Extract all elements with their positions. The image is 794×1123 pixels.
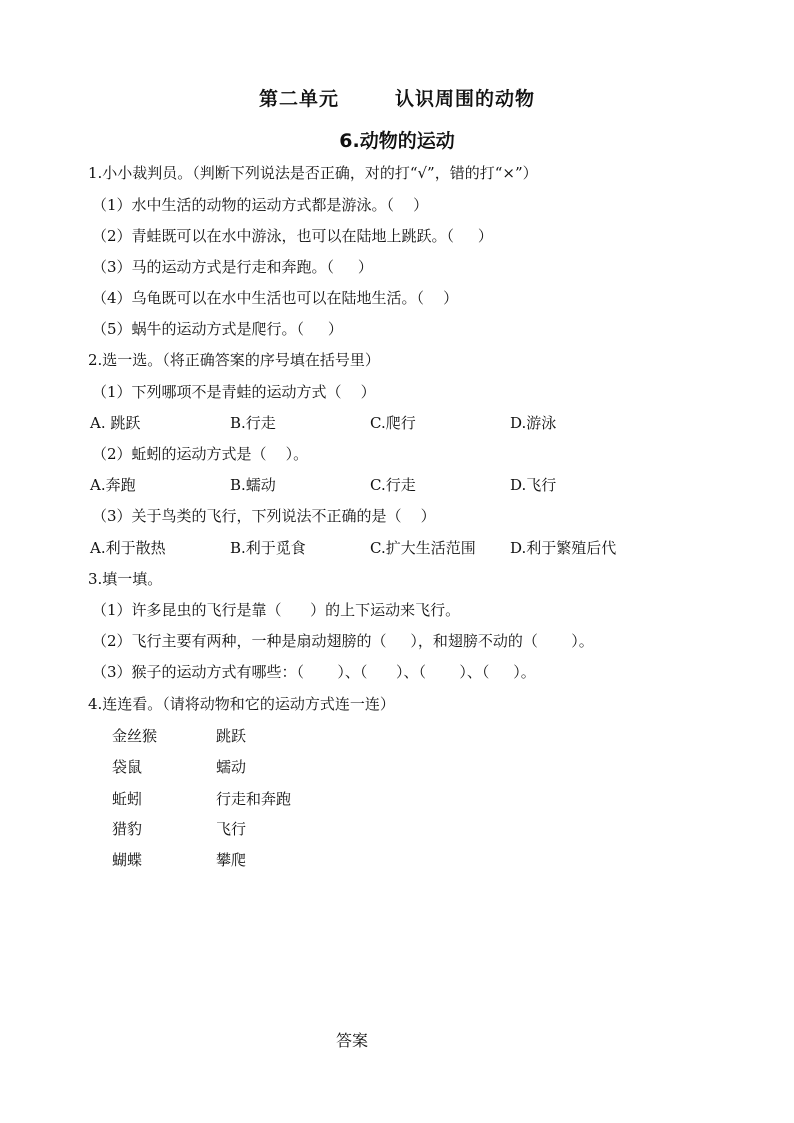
- question-2-1-option-c: C.爬行: [370, 414, 416, 432]
- movement-2: 蠕动: [216, 758, 247, 776]
- movement-3: 行走和奔跑: [216, 790, 292, 808]
- question-1-item-5: （5）蜗牛的运动方式是爬行。（ ）: [92, 320, 343, 338]
- question-2-1-option-d: D.游泳: [510, 414, 557, 432]
- question-1-item-2: （2）青蛙既可以在水中游泳，也可以在陆地上跳跃。（ ）: [92, 227, 493, 245]
- question-2-2-option-c: C.行走: [370, 476, 416, 494]
- question-3-item-1: （1）许多昆虫的飞行是靠（ ）的上下运动来飞行。: [92, 601, 461, 619]
- movement-1: 跳跃: [216, 727, 247, 745]
- animal-4: 猎豹: [112, 820, 143, 838]
- question-4-title: 4.连连看。（请将动物和它的运动方式连一连）: [88, 695, 395, 713]
- question-2-2-stem: （2）蚯蚓的运动方式是（ ）。: [92, 445, 309, 463]
- answer-heading: 答案: [335, 1031, 368, 1050]
- question-1-item-4: （4）乌龟既可以在水中生活也可以在陆地生活。（ ）: [92, 289, 459, 307]
- question-2-3-option-b: B.利于觅食: [230, 539, 306, 557]
- question-3-item-3: （3）猴子的运动方式有哪些：（ ）、（ ）、（ ）、（ ）。: [92, 663, 536, 681]
- question-2-1-option-a: A. 跳跃: [90, 414, 141, 432]
- animal-2: 袋鼠: [112, 758, 143, 776]
- question-2-3-option-d: D.利于繁殖后代: [510, 539, 617, 557]
- animal-1: 金丝猴: [112, 727, 158, 745]
- question-2-2-option-d: D.飞行: [510, 476, 557, 494]
- question-2-3-stem: （3）关于鸟类的飞行，下列说法不正确的是（ ）: [92, 507, 436, 525]
- unit-title: [0, 84, 794, 111]
- question-3-title: 3.填一填。: [88, 570, 163, 588]
- question-2-3-option-c: C.扩大生活范围: [370, 539, 476, 557]
- question-2-title: 2.选一选。（将正确答案的序号填在括号里）: [88, 351, 380, 369]
- question-1-item-1: （1）水中生活的动物的运动方式都是游泳。（ ）: [92, 196, 429, 214]
- lesson-title: 6.动物的运动: [339, 130, 455, 152]
- question-2-1-option-b: B.行走: [230, 414, 276, 432]
- animal-3: 蚯蚓: [112, 790, 143, 808]
- question-1-item-3: （3）马的运动方式是行走和奔跑。（ ）: [92, 258, 373, 276]
- unit-topic: 认识周围的动物: [395, 88, 536, 110]
- question-2-2-option-a: A.奔跑: [90, 476, 136, 494]
- question-1-title: 1.小小裁判员。（判断下列说法是否正确，对的打“√”，错的打“×”）: [88, 164, 538, 182]
- unit-number: 第二单元: [258, 88, 339, 110]
- movement-5: 攀爬: [216, 851, 247, 869]
- question-2-3-option-a: A.利于散热: [90, 539, 166, 557]
- question-2-1-stem: （1）下列哪项不是青蛙的运动方式（ ）: [92, 383, 376, 401]
- movement-4: 飞行: [216, 820, 247, 838]
- question-2-2-option-b: B.蠕动: [230, 476, 276, 494]
- question-3-item-2: （2）飞行主要有两种，一种是扇动翅膀的（ ），和翅膀不动的（ ）。: [92, 632, 594, 650]
- animal-5: 蝴蝶: [112, 851, 143, 869]
